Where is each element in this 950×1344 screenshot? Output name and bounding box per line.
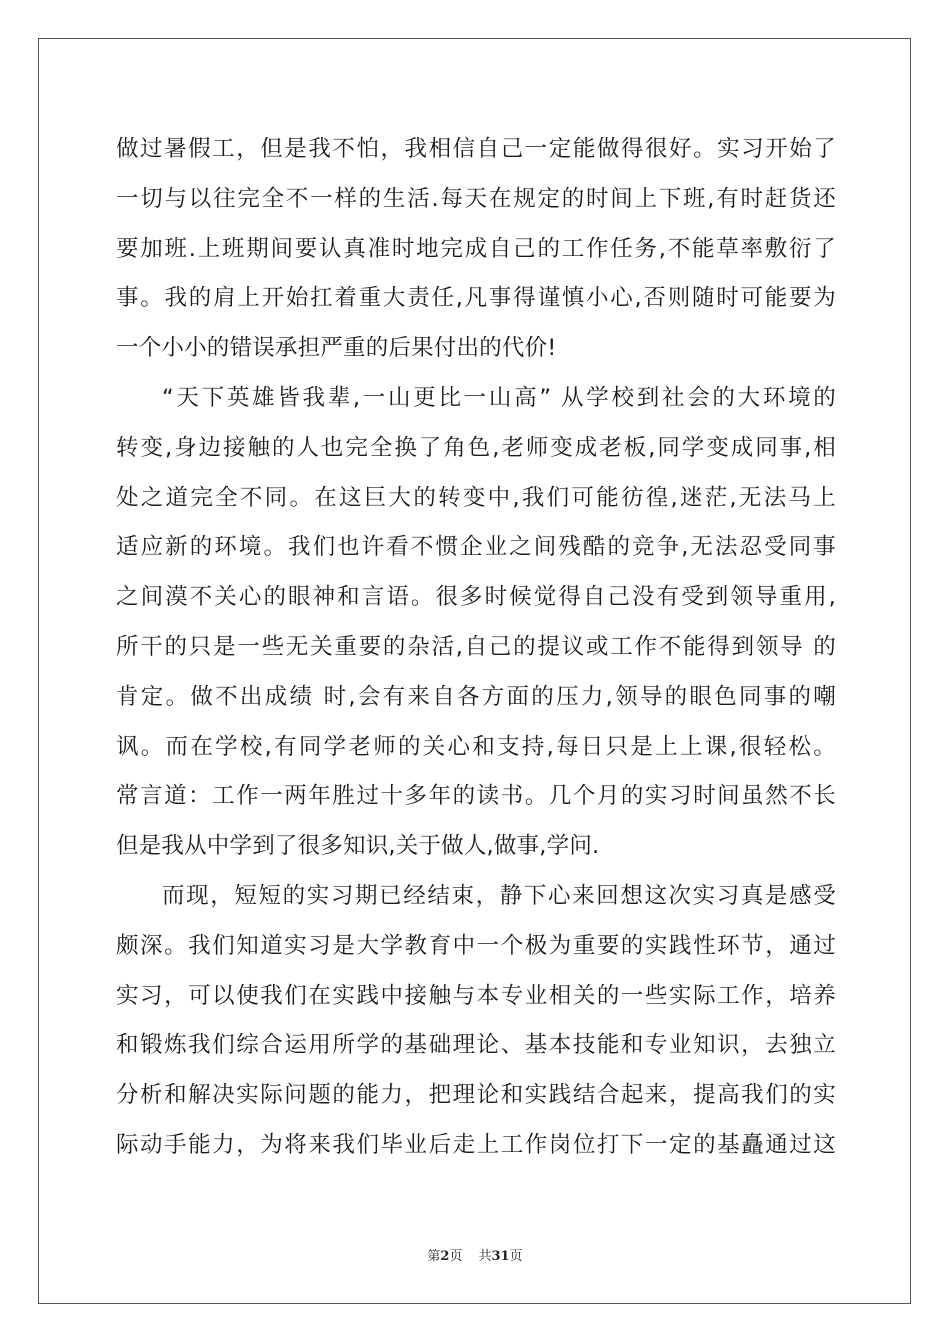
page-prefix: 第 [427,1249,441,1264]
document-body [116,125,836,1171]
page-suffix: 页 [449,1249,463,1264]
text-line: 肯定。做不出成绩 时,会有来自各方面的压力,领导的眼色同事的嘲 [116,683,836,710]
text-line: 颇深。我们知道实习是大学教育中一个极为重要的实践性环节，通过 [116,932,836,959]
total-prefix: 共 [478,1249,492,1264]
text-line: 讽。而在学校,有同学老师的关心和支持,每日只是上上课,很轻松。 [116,733,836,760]
text-line: 适应新的环境。我们也许看不惯企业之间残酷的竞争,无法忍受同事 [116,534,836,561]
text-line: 一个小小的错误承担严重的后果付出的代价! [116,335,557,362]
text-line: 分析和解决实际问题的能力，把理论和实践结合起来，提高我们的实 [116,1082,836,1109]
total-suffix: 页 [509,1249,523,1264]
text-line: 但是我从中学到了很多知识,关于做人,做事,学问. [116,833,600,860]
text-line: 做过暑假工，但是我不怕，我相信自己一定能做得很好。实习开始了 [116,136,836,162]
text-line: 要加班.上班期间要认真准时地完成自己的工作任务,不能草率敷衍了 [116,235,836,262]
text-line: 一切与以往完全不一样的生活.每天在规定的时间上下班,有时赶货还 [116,185,836,212]
text-line: 处之道完全不同。在这巨大的转变中,我们可能彷徨,迷茫,无法马上 [116,484,836,511]
text-line: 常言道：工作一两年胜过十多年的读书。几个月的实习时间虽然不长 [116,783,836,810]
text-line: 转变,身边接触的人也完全换了角色,老师变成老板,同学变成同事,相 [116,434,836,461]
text-line: 和锻炼我们综合运用所学的基础理论、基本技能和专业知识，去独立 [116,1032,836,1059]
page-number: 2 [440,1249,450,1264]
total-pages: 31 [491,1249,510,1264]
text-line: 际动手能力，为将来我们毕业后走上工作岗位打下一定的基矗通过这 [116,1131,836,1158]
text-line: 事。我的肩上开始扛着重大责任,凡事得谨慎小心,否则随时可能要为 [116,285,836,312]
paragraph-first-line: 而现，短短的实习期已经结束，静下心来回想这次实习真是感受 [162,882,836,909]
text-line: 所干的只是一些无关重要的杂活,自己的提议或工作不能得到领导 的 [116,633,836,660]
paragraph-first-line: “天下英雄皆我辈,一山更比一山高” 从学校到社会的大环境的 [162,384,836,411]
text-line: 实习，可以使我们在实践中接触与本专业相关的一些实际工作，培养 [116,982,836,1009]
text-line: 之间漠不关心的眼神和言语。很多时候觉得自己没有受到领导重用, [116,584,836,611]
page-footer [0,1245,950,1264]
